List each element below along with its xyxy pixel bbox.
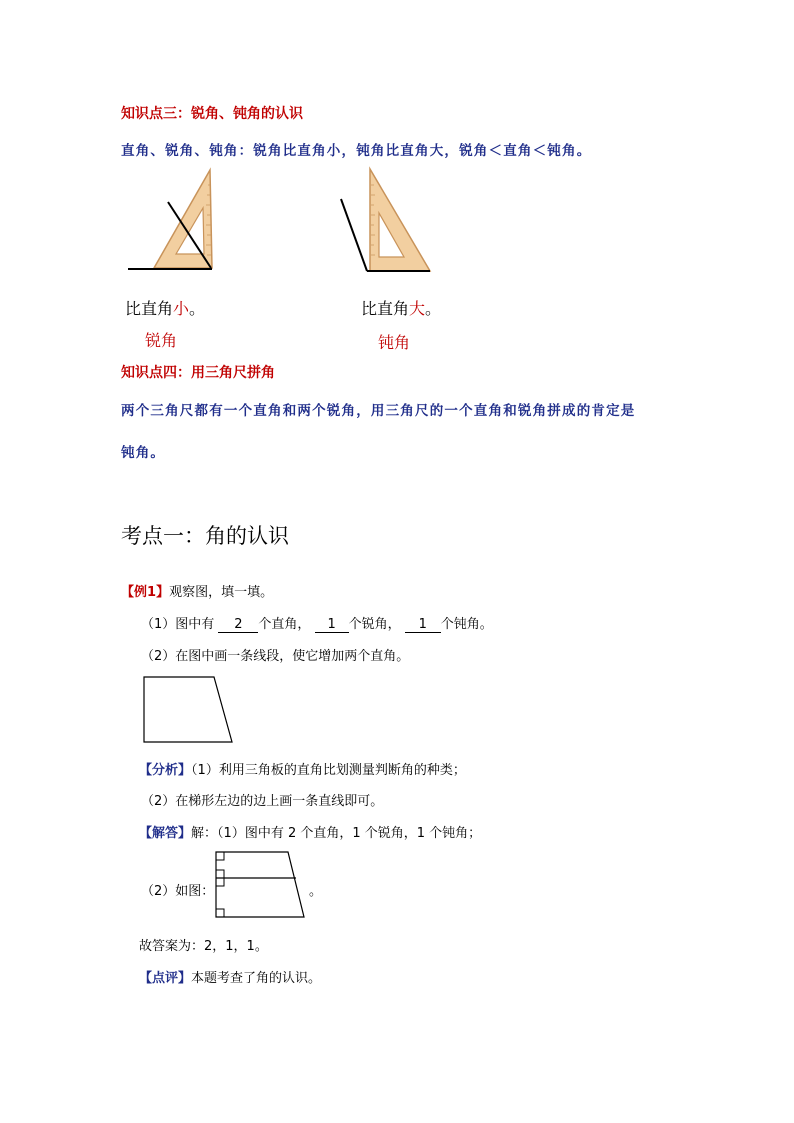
obtuse-caption: 比直角大。 [361,299,442,318]
acute-caption: 比直角小。 [125,299,206,318]
answer-line-2-suffix: 。 [309,884,323,899]
answer-blank-obtuse-angles: 1 [405,617,441,633]
kp3-heading: 知识点三：锐角、钝角的认识 [121,106,303,122]
analysis-line-1: 【分析】（1）利用三角板的直角比划测量判断角的种类； [139,763,466,778]
analysis-line-2: （2）在梯形左边的边上画一条直线即可。 [141,794,384,809]
obtuse-label: 钝角 [378,333,411,352]
trapezoid-answer-figure [212,848,312,920]
final-answer: 故答案为：2，1，1。 [139,939,268,954]
kp3-line: 直角、锐角、钝角：锐角比直角小，钝角比直角大，锐角＜直角＜钝角。 [121,143,592,159]
acute-angle-figure [120,165,230,277]
answer-blank-acute-angles: 1 [315,617,349,633]
question-2: （2）在图中画一条线段，使它增加两个直角。 [141,649,410,664]
comment-line: 【点评】本题考查了角的认识。 [139,971,322,986]
kp4-line2: 钝角。 [121,445,166,461]
answer-line-1: 【解答】解：（1）图中有 2 个直角，1 个锐角，1 个钝角； [139,826,482,841]
example-prompt: 【例1】观察图，填一填。 [121,585,274,600]
kp4-heading: 知识点四：用三角尺拼角 [121,365,275,381]
trapezoid-figure [140,673,240,745]
answer-blank-right-angles: 2 [218,617,258,633]
acute-label: 锐角 [145,331,178,350]
obtuse-angle-figure [330,165,440,277]
topic-title: 考点一：角的认识 [121,524,289,548]
answer-line-2-prefix: （2）如图： [141,884,215,899]
kp4-line1: 两个三角尺都有一个直角和两个锐角，用三角尺的一个直角和锐角拼成的肯定是 [121,403,636,419]
question-1: （1）图中有 2 个直角， 1 个锐角， 1 个钝角。 [141,617,493,632]
